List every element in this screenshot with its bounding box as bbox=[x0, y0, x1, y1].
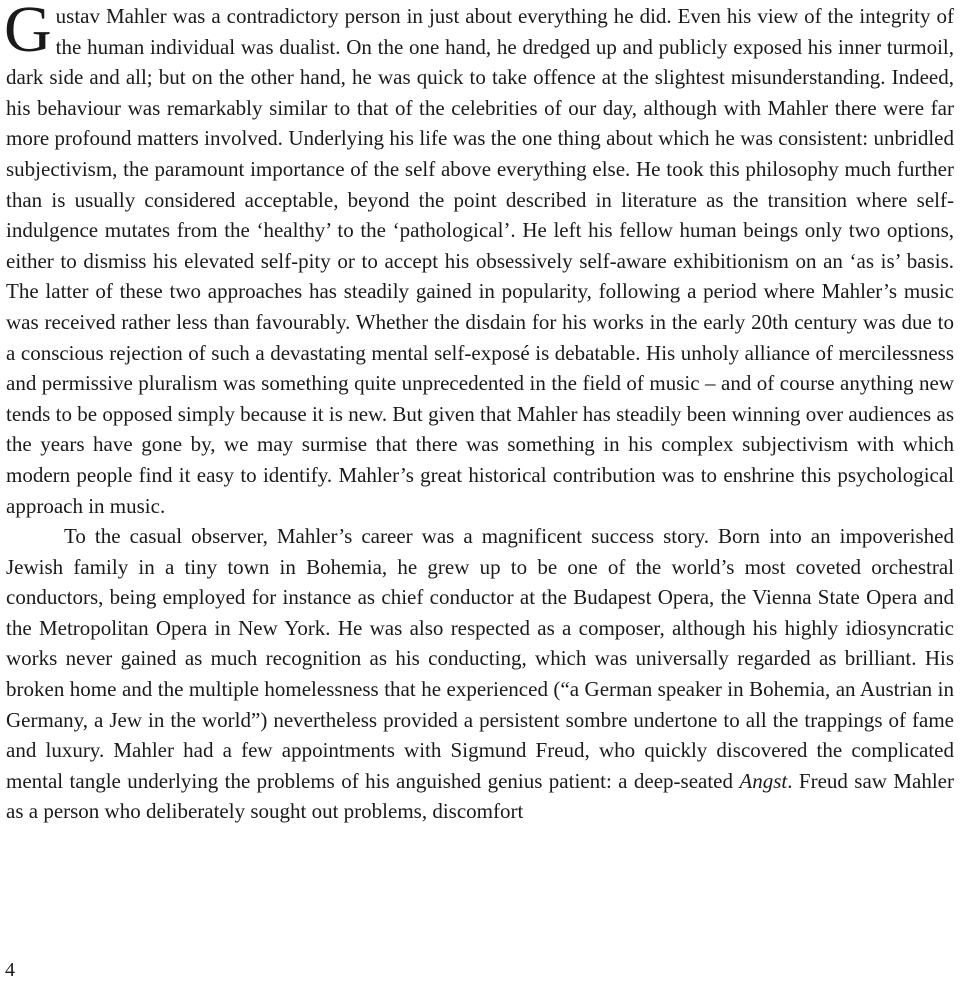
paragraph-2 bbox=[6, 521, 954, 827]
drop-cap: G bbox=[4, 0, 52, 66]
paragraph-1-text: ustav Mahler was a contradictory person in just about everything he did. Even his view of the integrity of the human individual was dualist. On the one hand, he dredged up and publicly exposed his inner turmoil, dark side and all; but on the other hand, he was quick to take offence at the slightest misunderstanding. Indeed, his behaviour was remarkably similar to that of the celebrities of our day, although with Mahler there were far more profound matters involved. Underlying his life was the one thing about which he was consistent: unbridled subjectivism, the paramount importance of the self above everything else. He took this philosophy much further than is usually considered acceptable, beyond the point described in literature as the transition where self-indulgence mutates from the ‘healthy’ to the ‘pathological’. He left his fellow human beings only two options, either to dismiss his elevated self-pity or to accept his obsessively self-aware exhibitionism on an ‘as is’ basis. The latter of these two approaches has steadily gained in popularity, following a period where Mahler’s music was received rather less than favourably. Whether the disdain for his works in the early 20th century was due to a conscious rejection of such a devastating mental self-exposé is debatable. His unholy alliance of mercilessness and permissive pluralism was something quite unprecedented in the field of music – and of course anything new tends to be opposed simply because it is new. But given that Mahler has steadily been winning over audiences as the years have gone by, we may surmise that there was something in his complex subjectivism with which modern people find it easy to identify. Mahler’s great historical contribution was to enshrine this psychological approach in music. bbox=[6, 4, 954, 518]
paragraph-1 bbox=[6, 1, 954, 521]
paragraph-2-text: To the casual observer, Mahler’s career was a magnificent success story. Born into an impoverished Jewish family in a tiny town in Bohemia, he grew up to be one of the world’s most coveted orchestral conductors, being employed for instance as chief conductor at the Budapest Opera, the Vienna State Opera and the Metropolitan Opera in New York. He was also respected as a composer, although his highly idiosyncratic works never gained as much recognition as his conducting, which was universally regarded as brilliant. His broken home and the multiple homelessness that he experienced (“a German speaker in Bohemia, an Austrian in Germany, a Jew in the world”) nevertheless provided a persistent sombre undertone to all the trappings of fame and luxury. Mahler had a few appointments with Sigmund Freud, who quickly discovered the complicated mental tangle underlying the problems of his anguished genius patient: a deep-seated bbox=[6, 524, 954, 793]
paragraph-2-text-end: . Freud saw Mahler as a person who deliberately sought out problems, discomfort bbox=[6, 768, 954, 824]
italic-emphasis: Angst bbox=[739, 768, 788, 793]
page-number: 4 bbox=[5, 959, 15, 981]
page-body bbox=[6, 0, 954, 827]
